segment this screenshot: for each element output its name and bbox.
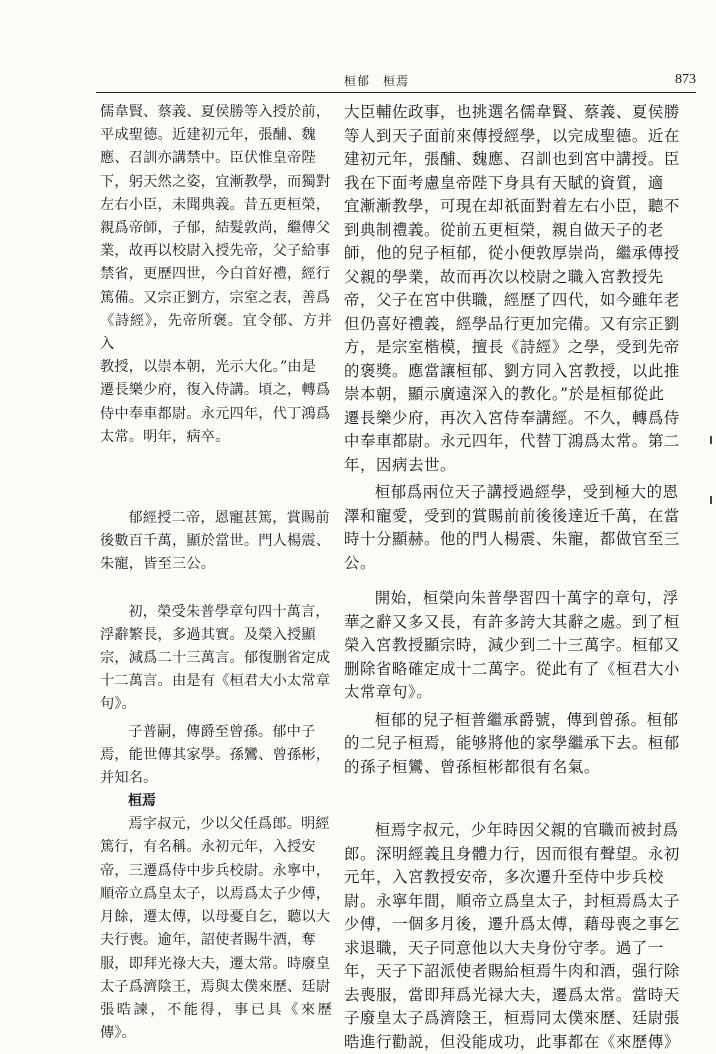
header-rule — [96, 92, 696, 93]
page-edge-mark — [710, 496, 712, 504]
running-title: 桓郁 桓焉 — [344, 74, 410, 88]
original-paragraph-1: 儒韋賢、蔡義、夏侯勝等入授於前， 平成聖德。近建初元年，張酺、魏 應、召訓亦講禁中。臣伏惟皇帝陛 下，躬天然之姿，宜漸教學，而獨對 左右小臣，未聞典義。昔五更桓榮， 親爲帝師，子郁，結髮敦尚，繼傳父 業，故再以校尉入授先帝，父子給事 禁省，更歷四世，今白首好禮，經行 篤備。又宗正劉方，宗室之表，善爲 《詩經》，先帝所褒。宜令郁、方并入 教授，以崇本朝，光示大化。”由是 遷長樂少府，復入侍講。頃之，轉爲 侍中奉車都尉。永元四年，代丁鴻爲 太常。明年，病卒。 — [100, 104, 332, 445]
translation-paragraph-5: 桓焉字叔元，少年時因父親的官職而被封爲 郎。深明經義且身體力行，因而很有聲望。永初 元年，入宮教授安帝，多次遷升至侍中步兵校 尉。永寧年間，順帝立爲皇太子，封桓焉爲太子 少傅，一個多月後，遷升爲太傅，藉母喪之事乞 求退職，天子同意他以大夫身份守孝。過了一 年，天子下詔派使者賜給桓焉牛肉和酒，强行除 去喪服，當即拜爲光禄大夫，遷爲太常。當時天 子廢皇太子爲濟陰王，桓焉同太僕來歷、廷尉張 晧進行勸説，但没能成功，此事都在《來歷傳》 — [344, 821, 680, 1051]
original-paragraph-5: 焉字叔元，少以父任爲郎。明經 篤行，有名稱。永初元年，入授安 帝，三遷爲侍中步兵校尉。永寧中， 順帝立爲皇太子，以焉爲太子少傅， 月餘，遷太傅，以母憂自乞，聽以大 夫行喪。逾年，詔使者賜牛酒，奪 服，即拜光祿大夫，遷太常。時廢皇 太子爲濟陰王，焉與太僕來歷、廷尉 張晧諫，不能得，事已具《來歷傳》。 — [100, 816, 332, 1042]
page-edge-mark — [710, 436, 712, 444]
original-paragraph-4: 子普嗣，傳爵至曾孫。郁中子 焉，能世傳其家學。孫鸞、曾孫彬， 并知名。 — [100, 723, 331, 787]
section-heading: 桓焉 — [128, 793, 156, 810]
page-number: 873 — [675, 72, 696, 87]
translation-paragraph-3: 開始，桓榮向朱普學習四十萬字的章句，浮 華之辭又多又長，有許多誇大其辭之處。到了桓 榮入宮教授顯宗時，減少到二十三萬字。桓郁又 删除省略確定成十二萬字。從此有了《桓君大小 太常章句》。 — [344, 589, 680, 701]
page-header — [96, 72, 696, 90]
original-text-column — [100, 101, 332, 1045]
translation-paragraph-4: 桓郁的兒子桓普繼承爵號，傳到曾孫。桓郁 的二兒子桓焉，能够將他的家學繼承下去。桓郁 的孫子桓鸞、曾孫桓彬都很有名氣。 — [344, 710, 680, 776]
translation-column — [344, 101, 696, 1054]
translation-paragraph-1: 大臣輔佐政事，也挑選名儒韋賢、蔡義、夏侯勝 等人到天子面前來傳授經學，以完成聖德。近在 建初元年，張酺、魏應、召訓也到宮中講授。臣 我在下面考慮皇帝陛下身具有天賦的資質，適 宜漸漸教學，可現在却祇面對着左右小臣，聽不 到典制禮義。從前五更桓榮，親自做天子的老 師，他的兒子桓郁，從小便敦厚崇尚，繼承傳授 父親的學業，故而再次以校尉之職入宮教授先 帝，父子在宮中供職，經歷了四代，如今雖年老 但仍喜好禮義，經學品行更加完備。又有宗正劉 方，是宗室楷模，擅長《詩經》之學，受到先帝 的褒獎。應當讓桓郁、劉方同入宮教授，以此推 崇本朝，顯示廣遠深入的教化。”於是桓郁從此 遷長樂少府，再次入宮侍奉講經。不久，轉爲侍 中奉車都尉。永元四年，代替丁鴻爲太常。第二 年，因病去世。 — [344, 103, 680, 474]
translation-paragraph-2: 桓郁爲兩位天子講授過經學，受到極大的恩 澤和寵愛，受到的賞賜前前後後達近千萬，在當 時十分顯赫。他的門人楊震、朱寵，都做官至三 公。 — [344, 483, 680, 572]
original-paragraph-2: 郁經授二帝，恩寵甚篤，賞賜前 後數百千萬，顯於當世。門人楊震、 朱寵，皆至三公。 — [100, 510, 331, 573]
original-paragraph-3: 初，榮受朱普學章句四十萬言， 浮辭繁長，多過其實。及榮入授顯 宗，減爲二十三萬言。郁復删省定成 十二萬言。由是有《桓君大小太常章 句》。 — [100, 603, 331, 713]
